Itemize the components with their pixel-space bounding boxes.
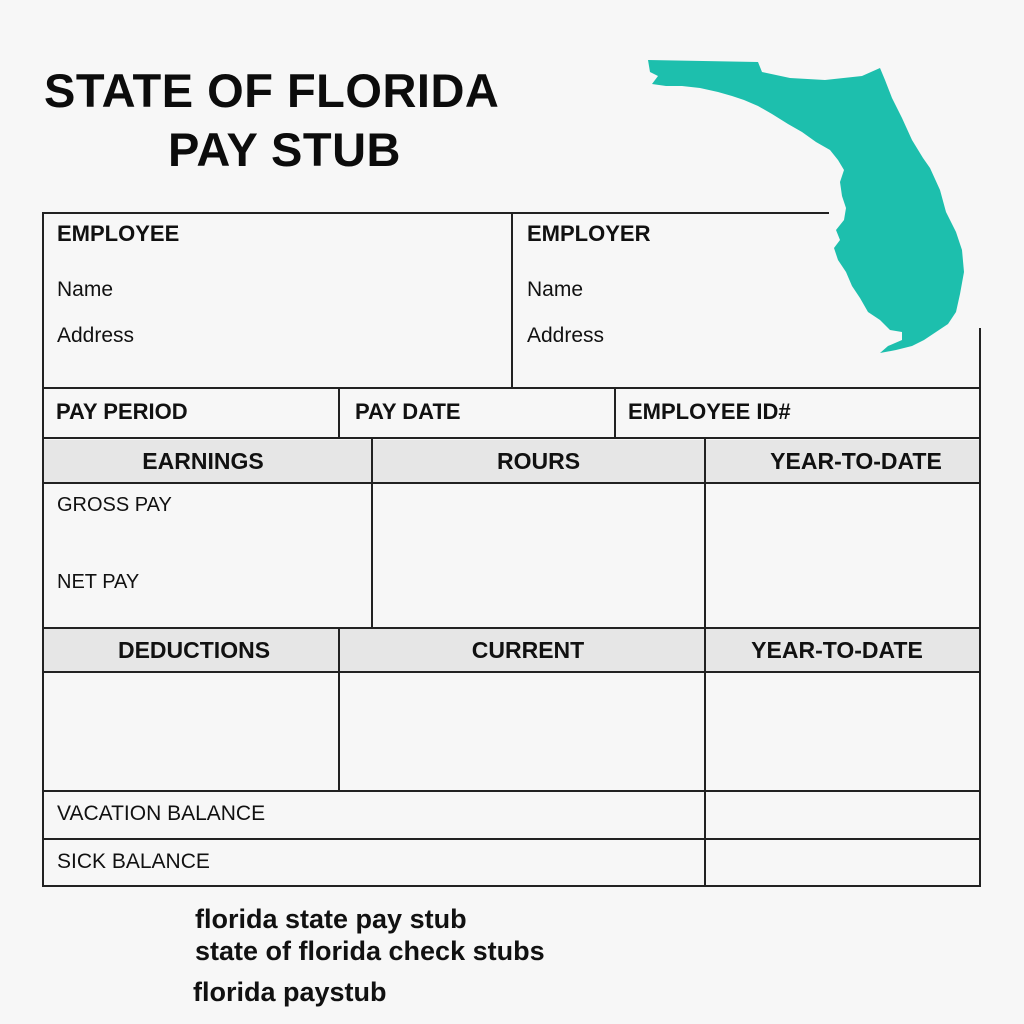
employee-name-label: Name (57, 278, 114, 301)
employee-heading: EMPLOYEE (57, 221, 180, 246)
gross-pay-label: GROSS PAY (57, 494, 172, 516)
hours-header: ROURS (496, 448, 581, 474)
keyword-line-2: state of florida check stubs (195, 936, 545, 966)
employer-heading: EMPLOYER (527, 221, 651, 246)
title-line-1: STATE OF FLORIDA (44, 64, 500, 117)
pay-period-label: PAY PERIOD (56, 399, 188, 424)
florida-map-icon (640, 50, 980, 360)
net-pay-label: NET PAY (57, 571, 140, 593)
employee-id-label: EMPLOYEE ID# (628, 399, 791, 424)
current-header: CURRENT (471, 637, 585, 663)
employee-address-label: Address (57, 324, 135, 347)
employer-name-label: Name (527, 278, 584, 301)
keyword-line-1: florida state pay stub (195, 904, 467, 934)
pay-date-label: PAY DATE (355, 399, 461, 424)
earnings-header: EARNINGS (142, 448, 264, 474)
sick-balance-label: SICK BALANCE (57, 850, 210, 873)
keyword-line-3: florida paystub (193, 977, 387, 1007)
deductions-header: DEDUCTIONS (117, 637, 271, 663)
earnings-ytd-header: YEAR-TO-DATE (770, 448, 942, 474)
vacation-balance-label: VACATION BALANCE (57, 802, 266, 825)
employer-address-label: Address (527, 324, 605, 347)
deductions-ytd-header: YEAR-TO-DATE (751, 637, 923, 663)
title-line-2: PAY STUB (168, 123, 401, 176)
